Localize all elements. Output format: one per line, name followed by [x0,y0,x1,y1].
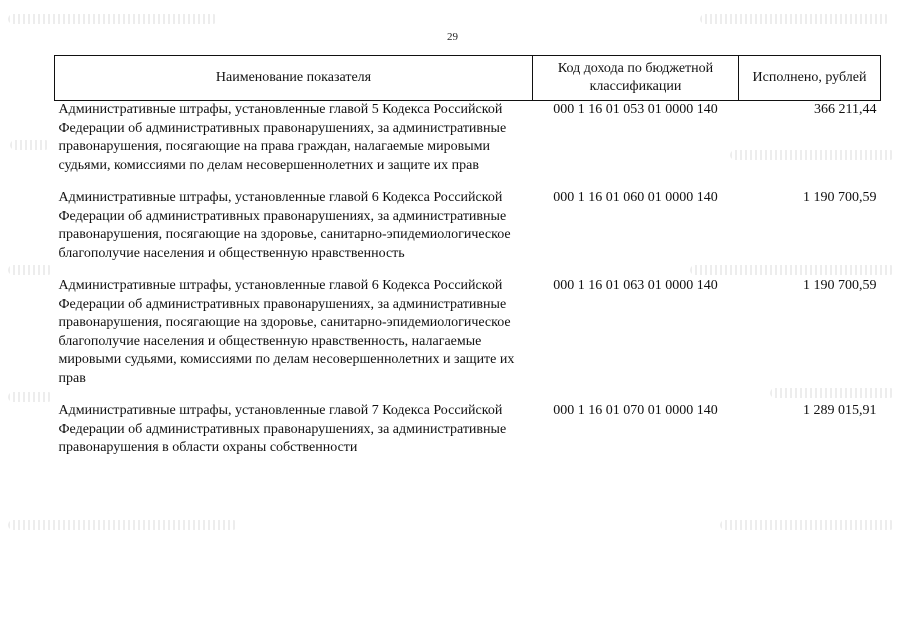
row-revenue-code: 000 1 16 01 070 01 0000 140 [553,403,718,418]
row-revenue-code: 000 1 16 01 063 01 0000 140 [553,278,718,293]
row-revenue-code: 000 1 16 01 060 01 0000 140 [553,190,718,205]
row-indicator-name: Административные штрафы, установленные главой 6 Кодекса Российской Федерации об административных правонарушениях, за административные правонарушения, посягающие на здоровье, санитарно-эпидемиологическое благополучие населения и общественную нравственность, налагаемые мировыми судьями, комиссиями по делам несовершеннолетних и защите их прав [58,278,515,386]
row-executed-amount: 1 190 700,59 [803,278,877,293]
scan-artifact [720,520,895,530]
row-executed-amount: 366 211,44 [814,102,877,117]
scan-artifact [8,392,53,402]
row-indicator-name: Административные штрафы, установленные главой 7 Кодекса Российской Федерации об административных правонарушениях, за административные правонарушения в области охраны собственности [58,403,507,455]
table-row [55,101,881,190]
scan-artifact [8,14,218,24]
page-number: 29 [447,31,458,43]
table-row [55,402,881,472]
revenue-table [54,55,881,472]
scan-artifact [10,140,50,150]
header-indicator-name: Наименование показателя [55,56,533,101]
scan-artifact [8,265,53,275]
table-row [55,277,881,402]
row-executed-amount: 1 190 700,59 [803,190,877,205]
header-revenue-code: Код дохода по бюджетной классификации [533,56,739,101]
table-header [55,56,881,101]
scan-artifact [770,388,895,398]
scan-artifact [700,14,890,24]
header-executed-amount: Исполнено, рублей [739,56,881,101]
table-row [55,189,881,277]
row-revenue-code: 000 1 16 01 053 01 0000 140 [553,102,718,117]
header-row [55,56,881,101]
row-indicator-name: Административные штрафы, установленные главой 6 Кодекса Российской Федерации об административных правонарушениях, за административные правонарушения, посягающие на здоровье, санитарно-эпидемиологическое благополучие населения и общественную нравственность [58,190,511,261]
row-indicator-name: Административные штрафы, установленные главой 5 Кодекса Российской Федерации об административных правонарушениях, за административные правонарушения, посягающие на права граждан, налагаемые мировыми судьями, комиссиями по делам несовершеннолетних и защите их прав [58,102,507,173]
row-executed-amount: 1 289 015,91 [803,403,877,418]
scan-artifact [8,520,238,530]
scan-artifact [730,150,895,160]
scan-artifact [690,265,895,275]
